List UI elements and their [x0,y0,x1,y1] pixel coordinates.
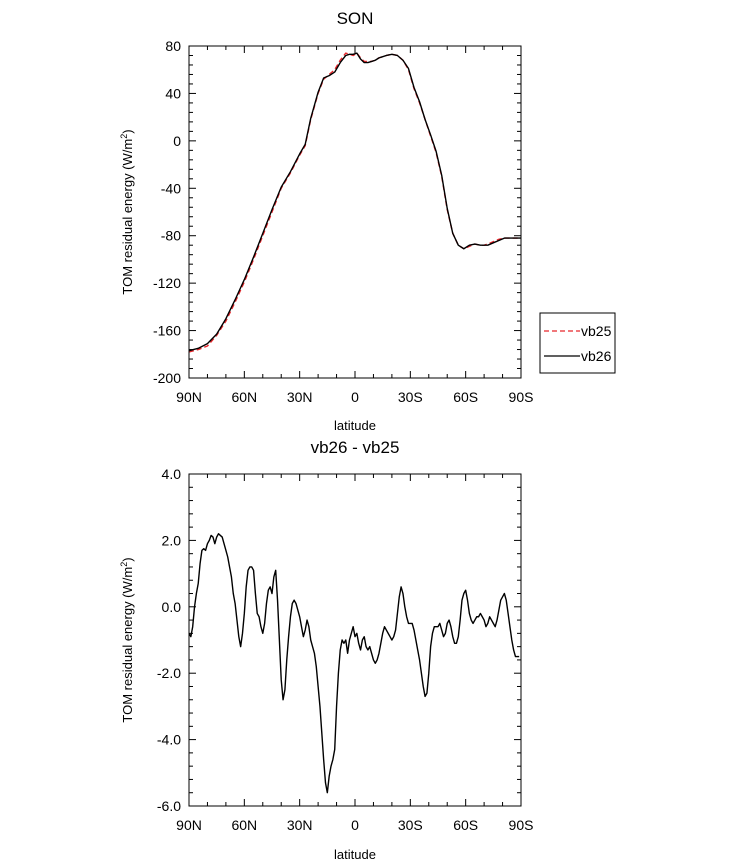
y-axis-label-close: ) [120,129,135,134]
x-tick-label: 30N [286,817,313,833]
plot-frame [189,46,521,378]
series-line-vb26 [189,53,521,351]
legend [540,313,615,373]
y-tick-label: -120 [152,275,181,292]
chart-title: vb26 - vb25 [310,438,400,457]
x-tick-label: 90S [508,817,534,833]
y-tick-label: -6.0 [156,798,181,814]
y-tick-label: -200 [152,370,181,386]
y-tick-label: 4.0 [161,466,181,482]
x-tick-label: 60S [453,817,479,833]
y-axis-label [119,557,135,722]
y-tick-label: 40 [165,85,181,102]
y-tick-label: 2.0 [161,532,181,549]
y-axis-label-main: TOM residual energy (W/m [120,138,135,295]
x-tick-label: 30S [397,389,423,405]
x-tick-label: 90N [176,389,202,405]
x-axis-label: latitude [334,847,376,862]
y-axis-label-main: TOM residual energy (W/m [120,566,135,723]
x-tick-label: 30N [286,389,313,405]
legend-label-vb25: vb25 [581,323,612,339]
bottom-panel [119,438,533,862]
y-axis-label-sup: 2 [119,561,129,567]
x-tick-label: 60N [231,389,258,405]
x-tick-label: 90S [508,389,534,405]
x-tick-label: 0 [351,389,359,405]
x-tick-label: 90N [176,817,202,833]
y-tick-label: 0.0 [161,598,181,615]
chart-title: SON [336,9,374,28]
x-tick-label: 30S [397,817,423,833]
y-axis-label [119,129,135,294]
y-tick-label: -2.0 [156,665,181,682]
top-panel [119,9,615,433]
y-tick-label: -40 [160,180,181,197]
series-line-diff [189,534,519,793]
x-axis-label: latitude [334,418,376,433]
series-line-vb25 [189,53,521,352]
legend-box [540,313,615,373]
legend-label-vb26: vb26 [581,348,612,364]
y-tick-label: 0 [173,132,181,149]
y-tick-label: -80 [160,227,181,244]
y-tick-label: 80 [165,38,181,54]
y-tick-label: -160 [152,322,181,339]
y-axis-label-sup: 2 [119,133,129,139]
y-tick-label: -4.0 [156,731,181,748]
y-axis-label-close: ) [120,557,135,562]
x-tick-label: 60S [453,389,479,405]
x-tick-label: 60N [231,817,258,833]
x-tick-label: 0 [351,817,359,833]
